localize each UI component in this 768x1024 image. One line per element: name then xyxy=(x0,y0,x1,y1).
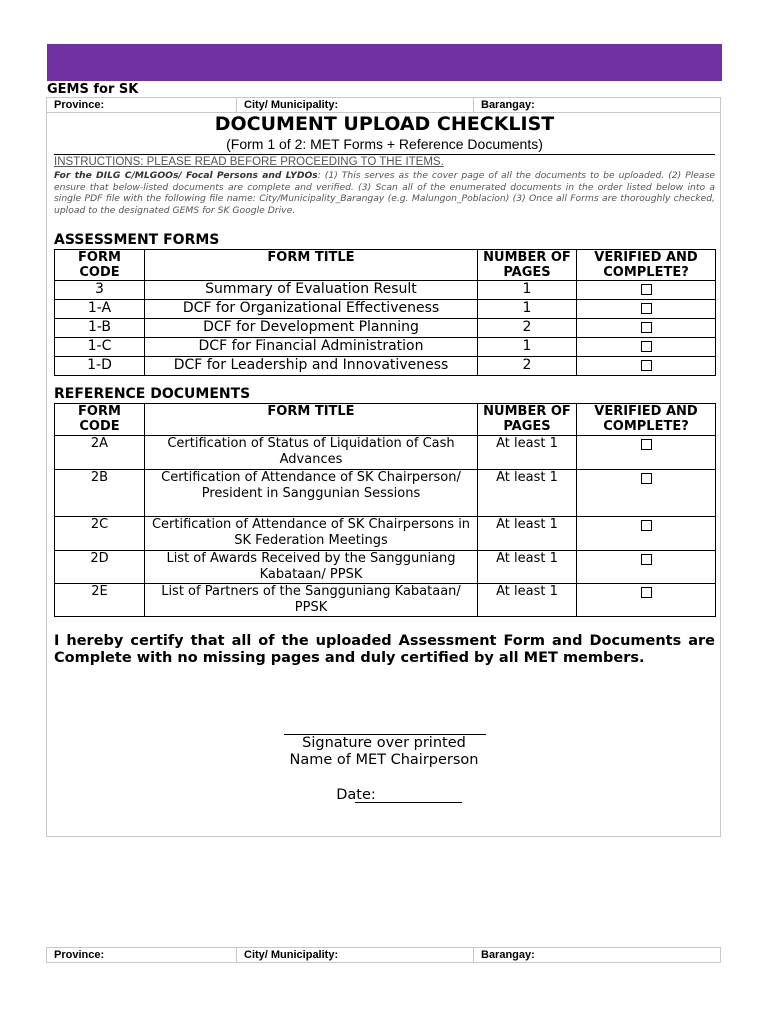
column-header-form-code: FORM CODE xyxy=(55,404,145,436)
form-code-cell: 1-A xyxy=(55,300,145,319)
form-title-cell: List of Awards Received by the Sangguniang Kabataan/ PPSK xyxy=(145,551,478,584)
app-name: GEMS for SK xyxy=(47,82,139,97)
form-title-cell: Certification of Status of Liquidation of Cash Advances xyxy=(145,436,478,470)
verified-checkbox[interactable] xyxy=(641,473,652,484)
instructions-lead: For the DILG C/MLGOOs/ Focal Persons and LYDOs xyxy=(54,170,318,181)
form-title-cell: DCF for Development Planning xyxy=(145,319,478,338)
verified-checkbox[interactable] xyxy=(641,322,652,333)
verified-checkbox[interactable] xyxy=(641,303,652,314)
table-row xyxy=(55,584,716,617)
instructions-heading: INSTRUCTIONS: PLEASE READ BEFORE PROCEEDING TO THE ITEMS. xyxy=(54,156,444,168)
column-header-form-title: FORM TITLE xyxy=(145,250,478,281)
instructions-body: : (1) This serves as the cover page of all the documents to be uploaded. (2) Please ensure that below-listed documents are complete and verified. (3) Scan all of the enumerated documents in the order listed below into a single PDF file with the following file name: City/Municipality_Barangay (e.g. Malungon_Poblacion) (3) Once all Forms are thoroughly checked, upload to the designated GEMS for SK Google Drive. xyxy=(54,170,716,217)
page-title: DOCUMENT UPLOAD CHECKLIST xyxy=(214,113,555,135)
form-code-cell: 1-D xyxy=(55,357,145,376)
table-row xyxy=(55,357,716,376)
title-divider xyxy=(54,154,715,155)
page-subtitle: (Form 1 of 2: MET Forms + Reference Documents) xyxy=(226,136,543,152)
form-code-cell: 2C xyxy=(55,517,145,551)
certification-statement: I hereby certify that all of the uploaded Assessment Form and Documents are Complete with no missing pages and duly certified by all MET members. xyxy=(54,633,715,666)
verified-checkbox[interactable] xyxy=(641,554,652,565)
verified-checkbox[interactable] xyxy=(641,587,652,598)
signature-caption-line1: Signature over printed xyxy=(302,735,466,751)
verified-checkbox[interactable] xyxy=(641,341,652,352)
instructions-text xyxy=(54,170,715,217)
form-title-cell: Certification of Attendance of SK Chairperson/ President in Sanggunian Sessions xyxy=(145,470,478,517)
verified-cell xyxy=(577,319,716,338)
city-label: City/ Municipality: xyxy=(237,948,474,962)
location-row-bottom xyxy=(46,947,721,963)
form-code-cell: 3 xyxy=(55,281,145,300)
province-label: Province: xyxy=(47,98,237,112)
barangay-label: Barangay: xyxy=(481,99,535,111)
verified-checkbox[interactable] xyxy=(641,284,652,295)
page-count-cell: 1 xyxy=(478,281,577,300)
page-count-cell: At least 1 xyxy=(478,584,577,617)
verified-cell xyxy=(577,300,716,319)
assessment-forms-heading: ASSESSMENT FORMS xyxy=(54,232,220,248)
date-line xyxy=(355,802,462,803)
table-row xyxy=(55,551,716,584)
city-label: City/ Municipality: xyxy=(237,98,474,112)
form-title-cell: Summary of Evaluation Result xyxy=(145,281,478,300)
page-count-cell: At least 1 xyxy=(478,517,577,551)
reference-documents-heading: REFERENCE DOCUMENTS xyxy=(54,386,251,402)
verified-cell xyxy=(577,584,716,617)
verified-checkbox[interactable] xyxy=(641,439,652,450)
table-row xyxy=(55,281,716,300)
verified-cell xyxy=(577,517,716,551)
form-title-cell: List of Partners of the Sangguniang Kabataan/ PPSK xyxy=(145,584,478,617)
column-header-verified: VERIFIED AND COMPLETE? xyxy=(577,404,716,436)
form-code-cell: 2E xyxy=(55,584,145,617)
form-title-cell: Certification of Attendance of SK Chairpersons in SK Federation Meetings xyxy=(145,517,478,551)
verified-checkbox[interactable] xyxy=(641,360,652,371)
column-header-verified: VERIFIED AND COMPLETE? xyxy=(577,250,716,281)
form-code-cell: 2D xyxy=(55,551,145,584)
form-code-cell: 2B xyxy=(55,470,145,517)
verified-cell xyxy=(577,281,716,300)
page-count-cell: At least 1 xyxy=(478,470,577,517)
page-count-cell: 1 xyxy=(478,300,577,319)
verified-cell xyxy=(577,436,716,470)
signature-caption-line2: Name of MET Chairperson xyxy=(289,752,479,768)
column-header-number-of-pages: NUMBER OF PAGES xyxy=(478,404,577,436)
header-accent-band xyxy=(47,44,722,81)
form-code-cell: 2A xyxy=(55,436,145,470)
form-title-cell: DCF for Leadership and Innovativeness xyxy=(145,357,478,376)
column-header-number-of-pages: NUMBER OF PAGES xyxy=(478,250,577,281)
table-row xyxy=(55,338,716,357)
table-row xyxy=(55,300,716,319)
assessment-forms-table xyxy=(54,249,716,376)
table-row xyxy=(55,319,716,338)
form-title-cell: DCF for Organizational Effectiveness xyxy=(145,300,478,319)
province-label: Province: xyxy=(47,948,237,962)
page-count-cell: 2 xyxy=(478,357,577,376)
barangay-label: Barangay: xyxy=(481,949,535,961)
form-title-cell: DCF for Financial Administration xyxy=(145,338,478,357)
column-header-form-title: FORM TITLE xyxy=(145,404,478,436)
page-count-cell: At least 1 xyxy=(478,436,577,470)
page-count-cell: 1 xyxy=(478,338,577,357)
page-count-cell: 2 xyxy=(478,319,577,338)
verified-cell xyxy=(577,470,716,517)
date-label: Date: xyxy=(336,787,376,803)
reference-documents-table xyxy=(54,403,716,617)
table-row xyxy=(55,436,716,470)
verified-cell xyxy=(577,338,716,357)
column-header-form-code: FORM CODE xyxy=(55,250,145,281)
verified-cell xyxy=(577,551,716,584)
verified-cell xyxy=(577,357,716,376)
form-code-cell: 1-B xyxy=(55,319,145,338)
page-count-cell: At least 1 xyxy=(478,551,577,584)
form-code-cell: 1-C xyxy=(55,338,145,357)
verified-checkbox[interactable] xyxy=(641,520,652,531)
table-row xyxy=(55,517,716,551)
location-row-top xyxy=(46,97,721,113)
table-row xyxy=(55,470,716,517)
